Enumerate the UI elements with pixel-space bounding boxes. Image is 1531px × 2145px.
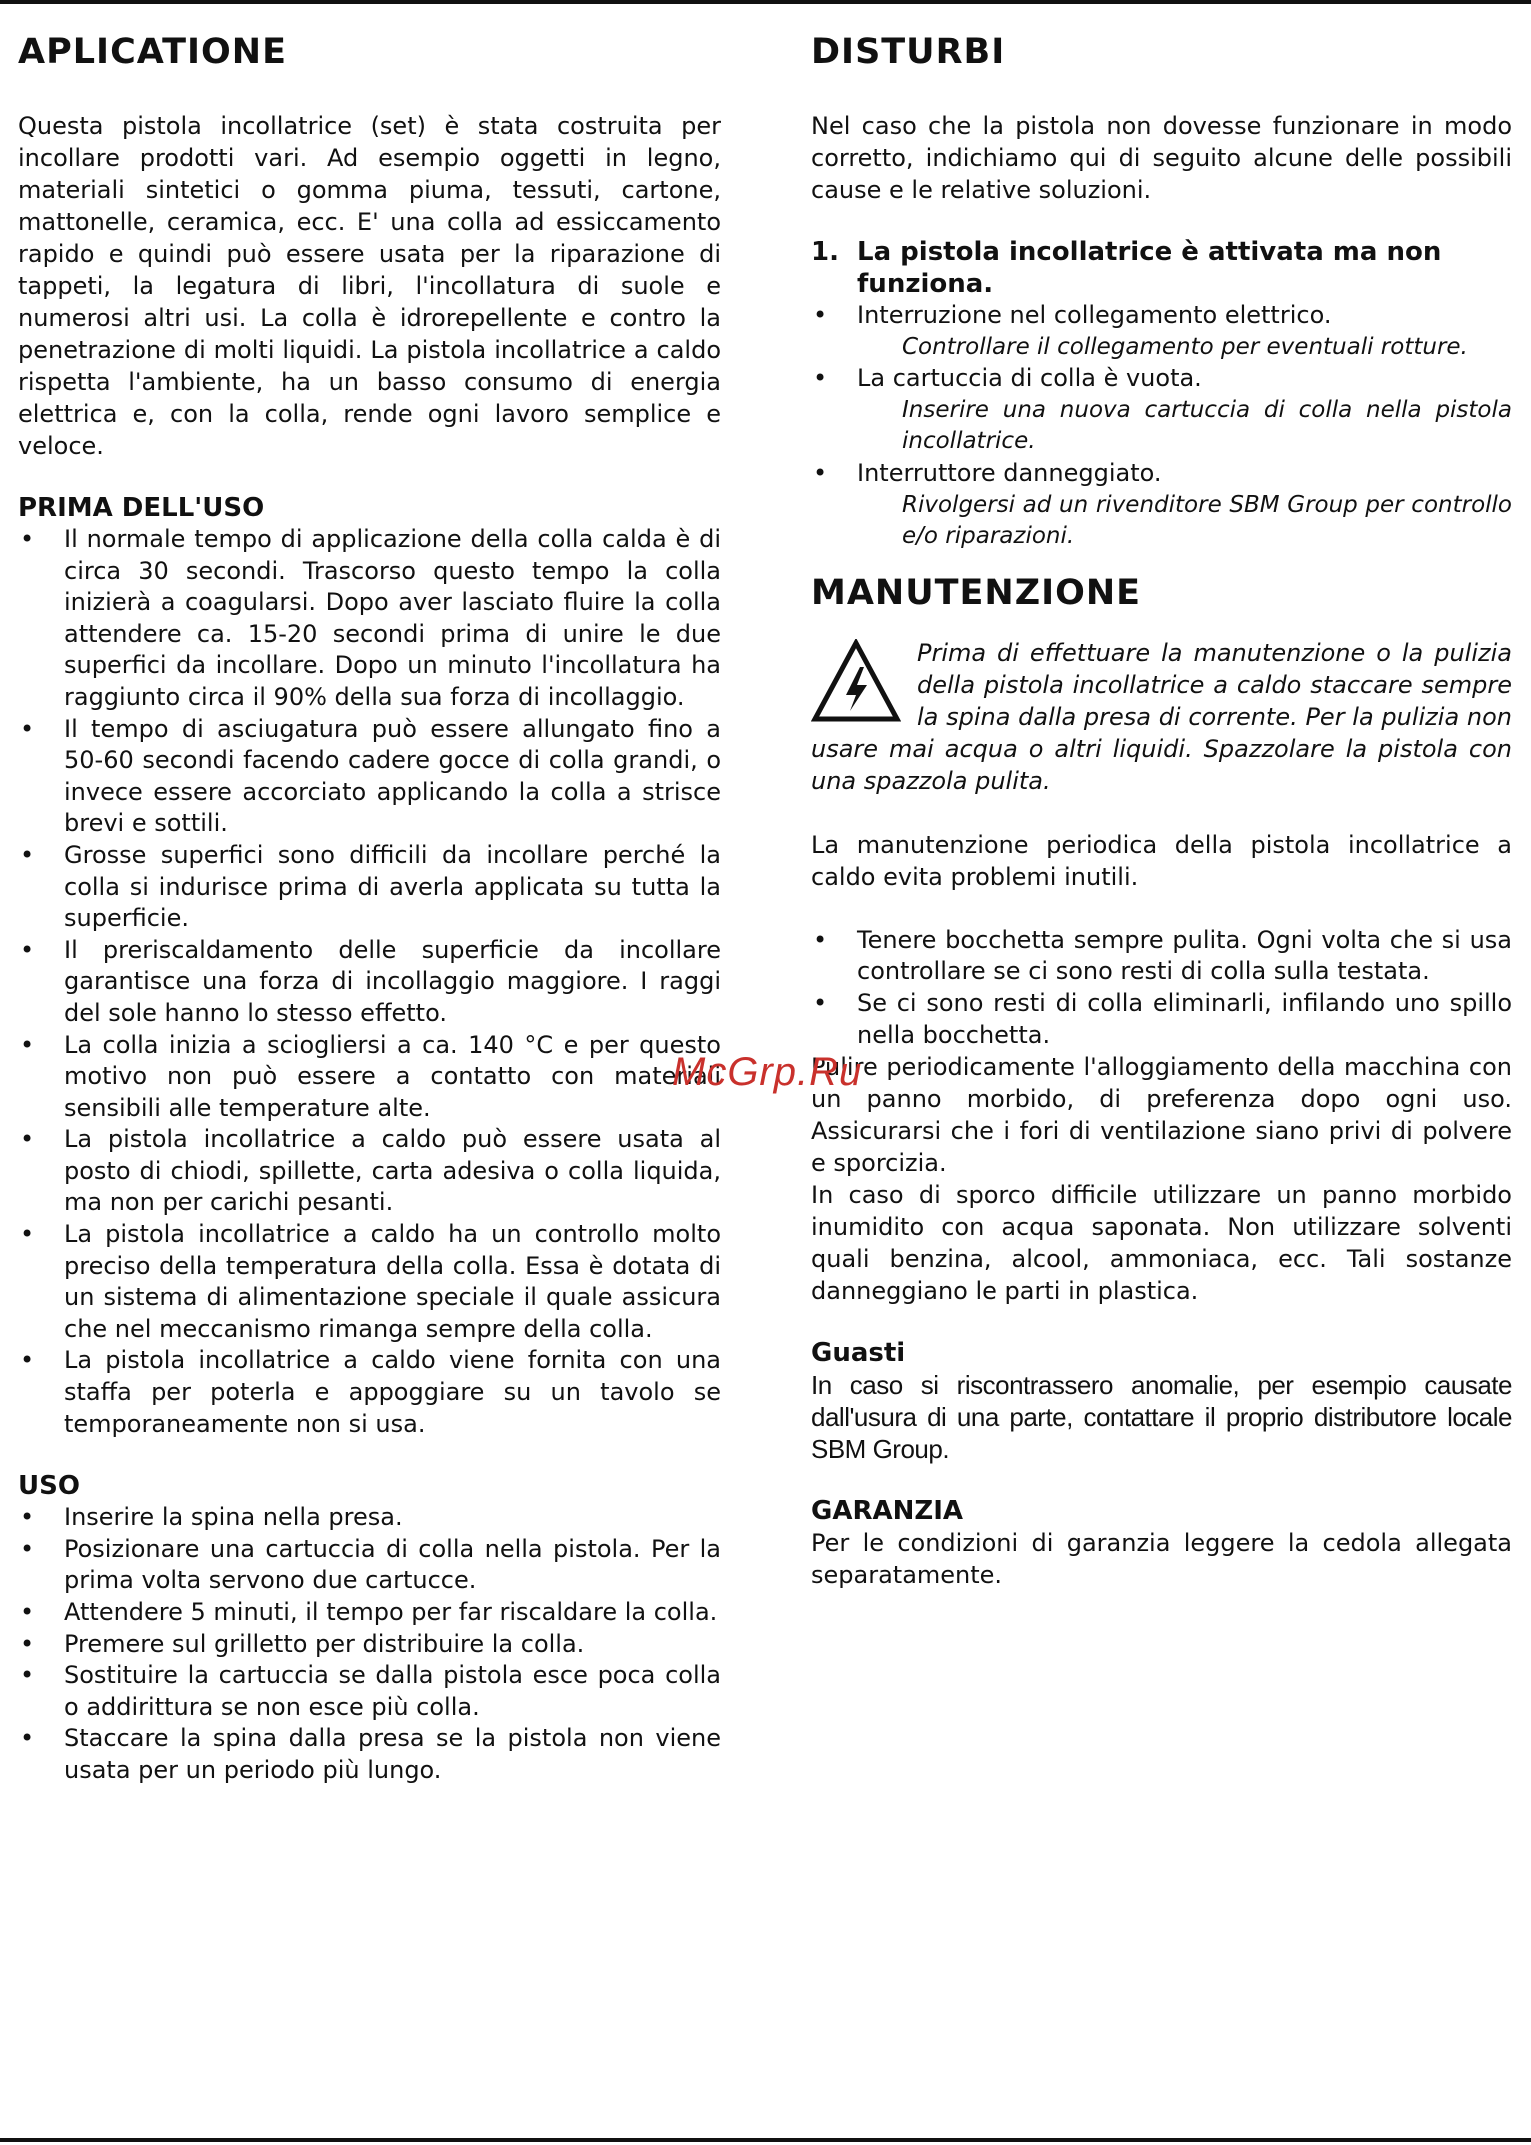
section-title-manutenzione: MANUTENZIONE xyxy=(811,572,1142,613)
cleaning-paragraph: Pulire periodicamente l'alloggiamento della macchina con un panno morbido, di preferenza dopo ogni uso. Assicurarsi che i fori di ventilazione siano privi di polvere e sporcizia. xyxy=(811,1053,1512,1178)
list-item: • Interruttore danneggiato. Rivolgersi ad un rivenditore SBM Group per controllo e/o riparazioni. xyxy=(811,458,1512,553)
section-title-aplicatione: APLICATIONE xyxy=(18,32,287,72)
list-item: • Posizionare una cartuccia di colla nella pistola. Per la prima volta servono due cartucce. xyxy=(20,1534,721,1595)
problem-number: 1. xyxy=(811,237,839,267)
bullet-icon: • xyxy=(813,925,828,954)
list-item: • Se ci sono resti di colla eliminarli, infilando uno spillo nella bocchetta. xyxy=(813,988,1512,1049)
bullet-icon: • xyxy=(20,1125,35,1154)
list-item: • Il tempo di asciugatura può essere allungato fino a 50-60 secondi facendo cadere gocce di colla grandi, o invece essere accorciato applicando la colla a strisce brevi e sottili. xyxy=(20,714,721,838)
list-item: • La cartuccia di colla è vuota. Inserire una nuova cartuccia di colla nella pistola incollatrice. xyxy=(811,363,1512,458)
list-item: • Attendere 5 minuti, il tempo per far riscaldare la colla. xyxy=(18,1597,721,1629)
bullet-icon: • xyxy=(20,1346,35,1375)
bullet-icon: • xyxy=(813,364,828,393)
list-item: • Grosse superfici sono difficili da incollare perché la colla si indurisce prima di averla applicata su tutta la superficie. xyxy=(20,840,721,933)
list-item: • Inserire la spina nella presa. xyxy=(18,1502,721,1534)
bullet-icon: • xyxy=(20,1534,35,1563)
prima-list xyxy=(18,524,721,1440)
bullet-icon: • xyxy=(813,301,828,329)
problem-fix: Inserire una nuova cartuccia di colla nella pistola incollatrice. xyxy=(902,396,1512,455)
list-item: • Staccare la spina dalla presa se la pistola non viene usata per un periodo più lungo. xyxy=(20,1724,721,1784)
list-item: • La colla inizia a sciogliersi a ca. 140 °C e per questo motivo non può essere a contatto con materiali sensibili alle temperature alte. xyxy=(20,1030,721,1122)
right-column xyxy=(811,26,1512,1591)
bullet-icon: • xyxy=(20,1629,35,1658)
list-item: • Sostituire la cartuccia se dalla pistola esce poca colla o addirittura se non esce più colla. xyxy=(20,1661,721,1721)
bullet-icon: • xyxy=(20,1030,35,1059)
section-title-disturbi: DISTURBI xyxy=(811,32,1006,72)
bullet-icon: • xyxy=(20,714,35,743)
electric-hazard-icon xyxy=(811,639,901,723)
problem-list xyxy=(811,300,1512,553)
list-item: • Il preriscaldamento delle superficie da incollare garantisce una forza di incollaggio maggiore. I raggi del sole hanno lo stesso effetto. xyxy=(20,935,721,1027)
bullet-icon: • xyxy=(20,525,35,553)
list-item: • Il normale tempo di applicazione della colla calda è di circa 30 secondi. Trascorso questo tempo la colla inizierà a coagularsi. Dopo aver lasciato fluire la colla attendere ca. 15-20 secondi prima di unire le due superfici da incollare. Dopo un minuto l'incollatura ha raggiunto circa il 90% della sua forza di incollaggio. xyxy=(20,525,721,711)
section-heading-garanzia: GARANZIA xyxy=(811,1496,964,1527)
list-item: • Premere sul grilletto per distribuire la colla. xyxy=(18,1629,721,1661)
bullet-icon: • xyxy=(20,1661,35,1690)
problem-title: 1. La pistola incollatrice è attivata ma non funziona. xyxy=(811,237,1442,299)
list-item: • Tenere bocchetta sempre pulita. Ogni volta che si usa controllare se ci sono resti di colla sulla testata. xyxy=(813,925,1512,986)
top-rule xyxy=(0,0,1531,4)
bullet-icon: • xyxy=(20,1598,35,1626)
bullet-icon: • xyxy=(813,458,828,487)
list-item: • La pistola incollatrice a caldo può essere usata al posto di chiodi, spillette, carta adesiva o colla liquida, ma non per carichi pesanti. xyxy=(20,1125,721,1217)
bullet-icon: • xyxy=(20,1503,35,1532)
bullet-icon: • xyxy=(20,1220,35,1249)
warning-box xyxy=(811,637,1512,797)
section-heading-guasti: Guasti xyxy=(811,1338,906,1369)
section-heading-prima: PRIMA DELL'USO xyxy=(18,493,265,523)
garanzia-text: Per le condizioni di garanzia leggere la cedola allegata separatamente. xyxy=(811,1529,1512,1590)
disturbi-intro: Nel caso che la pistola non dovesse funzionare in modo corretto, indichiamo qui di seguito alcune delle possibili cause e le relative soluzioni. xyxy=(811,112,1512,204)
intro-paragraph: Questa pistola incollatrice (set) è stata costruita per incollare prodotti vari. Ad esempio oggetti in legno, materiali sintetici o gomma piuma, tessuti, cartone, mattonelle, ceramica, ecc. E' una colla ad essiccamento rapido e quindi può essere usata per la riparazione di tappeti, la legatura di libri, l'incollatura di suole e numerosi altri usi. La colla è idrorepellente e contro la penetrazione di molti liquidi. La pistola incollatrice a caldo rispetta l'ambiente, ha un basso consumo di energia elettrica e, con la colla, rende ogni lavoro semplice e veloce. xyxy=(18,112,721,460)
bottom-rule xyxy=(0,2138,1531,2142)
watermark: McGrp.Ru xyxy=(672,1050,863,1094)
list-item: • La pistola incollatrice a caldo ha un controllo molto preciso della temperatura della colla. Essa è dotata di un sistema di alimentazione speciale il quale assicura che nel meccanismo rimanga sempre della colla. xyxy=(20,1220,721,1343)
uso-list xyxy=(18,1502,721,1786)
problem-fix: Rivolgersi ad un rivenditore SBM Group per controllo e/o riparazioni. xyxy=(902,491,1512,550)
bullet-icon: • xyxy=(20,935,35,964)
cleaning-paragraph-2: In caso di sporco difficile utilizzare un panno morbido inumidito con acqua saponata. Non utilizzare solventi quali benzina, alcool, ammoniaca, ecc. Tali sostanze danneggiano le parti in plastica. xyxy=(811,1181,1512,1306)
left-column xyxy=(18,26,721,1787)
bullet-icon: • xyxy=(20,840,35,869)
problem-fix: Controllare il collegamento per eventuali rotture. xyxy=(902,333,1468,360)
list-item: • Interruzione nel collegamento elettrico. Controllare il collegamento per eventuali rotture. xyxy=(811,300,1512,363)
maintenance-list xyxy=(811,925,1512,1051)
list-item: • La pistola incollatrice a caldo viene fornita con una staffa per poterla e appoggiare su un tavolo se temporaneamente non si usa. xyxy=(20,1346,721,1438)
periodic-paragraph: La manutenzione periodica della pistola incollatrice a caldo evita problemi inutili. xyxy=(811,830,1512,891)
guasti-text: In caso si riscontrassero anomalie, per esempio causate dall'usura di una parte, contattare il proprio distributore locale SBM Group. xyxy=(811,1370,1512,1465)
bullet-icon: • xyxy=(813,988,828,1017)
bullet-icon: • xyxy=(20,1724,35,1753)
warning-text: Prima di effettuare la manutenzione o la pulizia della pistola incollatrice a caldo staccare sempre la spina dalla presa di corrente. Per la pulizia non usare mai acqua o altri liquidi. Spazzolare la pistola con una spazzola pulita. xyxy=(811,638,1512,795)
section-heading-uso: USO xyxy=(18,1471,80,1502)
